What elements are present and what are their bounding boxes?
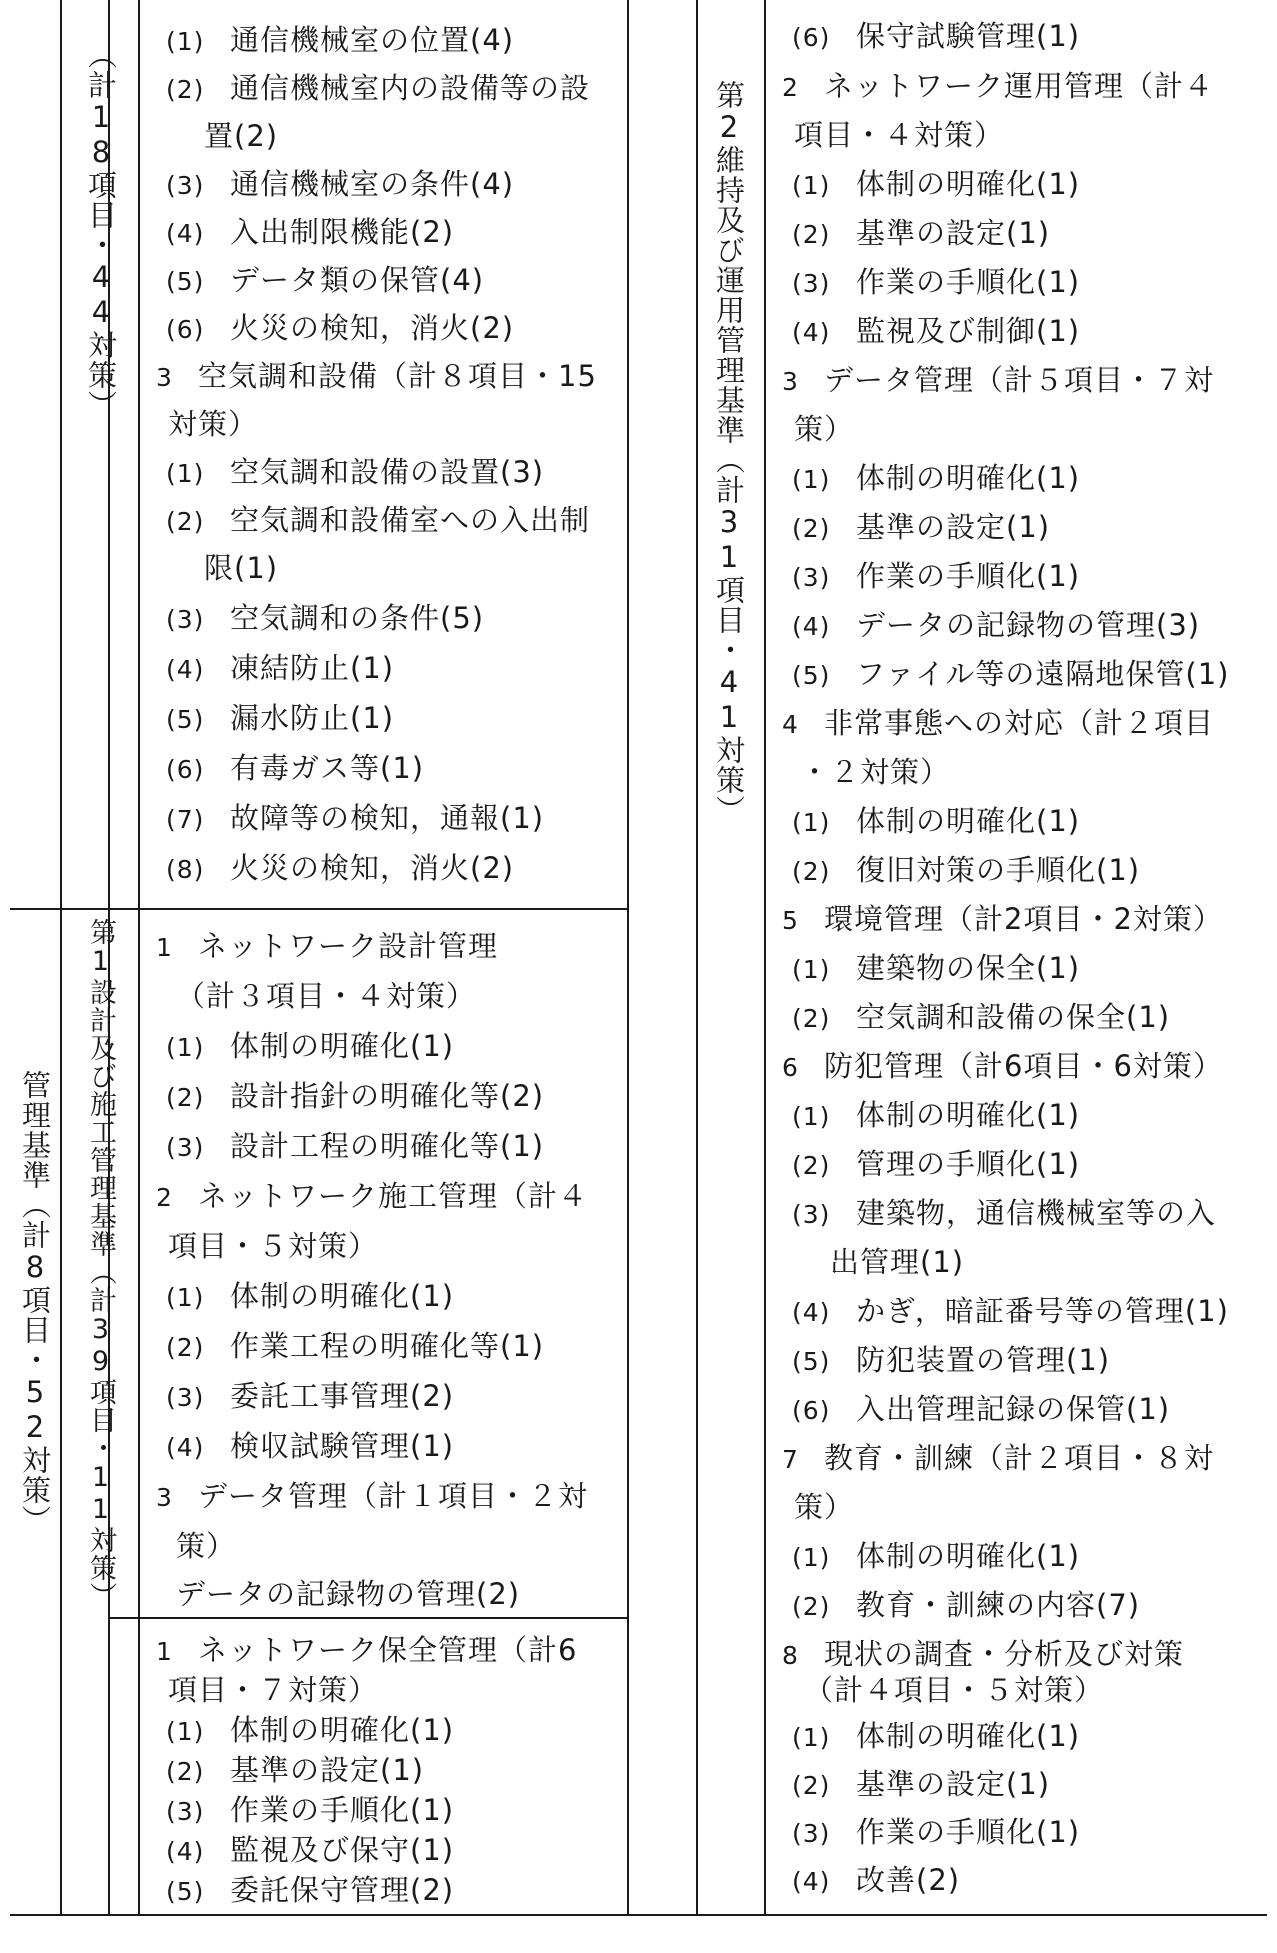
item-number: (3) xyxy=(166,1797,205,1826)
item-number: (3) xyxy=(166,171,205,200)
list-item xyxy=(794,117,1004,153)
management-standard-label: 管理基準（計8項目・52対策） xyxy=(18,1070,52,1535)
item-text: 保守試験管理(1) xyxy=(856,19,1081,53)
section-heading xyxy=(782,1048,1223,1086)
list-item xyxy=(792,1097,1080,1135)
item-number: (1) xyxy=(166,1717,205,1746)
list-item xyxy=(166,1832,454,1870)
item-text: 設計工程の明確化等(1) xyxy=(230,1129,545,1163)
row-divider-2 xyxy=(108,1617,629,1619)
left-outer-rule xyxy=(60,0,62,1916)
item-text: 建築物の保全(1) xyxy=(856,951,1081,985)
section-heading xyxy=(782,1636,1184,1674)
item-text: 空気調和設備室への入出制 xyxy=(230,503,591,537)
item-number: 2 xyxy=(782,73,799,102)
item-number: 5 xyxy=(782,906,799,935)
list-item xyxy=(792,18,1080,56)
list-item xyxy=(792,215,1050,253)
list-item xyxy=(166,502,590,540)
design-construction-standard-label: 第1設計及び施工管理基準（計39項目・11対策） xyxy=(85,918,116,1610)
list-item xyxy=(176,978,476,1014)
section-heading xyxy=(156,1478,588,1516)
right-table-left-rule xyxy=(696,0,698,1916)
item-number: (8) xyxy=(166,855,205,884)
item-text: 監視及び保守(1) xyxy=(230,1833,455,1867)
item-text: データの記録物の管理(2) xyxy=(176,1577,521,1611)
item-text: 置(2) xyxy=(204,119,279,153)
item-number: (1) xyxy=(166,1283,205,1312)
list-item xyxy=(792,1766,1050,1804)
section-heading xyxy=(782,362,1214,400)
item-text: 項目・７対策） xyxy=(168,1673,379,1707)
item-number: (3) xyxy=(166,1383,205,1412)
item-text: 空気調和の条件(5) xyxy=(230,601,485,635)
item-number: (2) xyxy=(166,507,205,536)
item-text: 現状の調査・分析及び対策 xyxy=(824,1637,1185,1671)
section-heading xyxy=(156,1178,588,1216)
item-number: (7) xyxy=(166,805,205,834)
item-number: 3 xyxy=(156,1483,173,1512)
item-number: 1 xyxy=(156,933,173,962)
item-text: 入出管理記録の保管(1) xyxy=(856,1392,1171,1426)
list-item xyxy=(166,600,484,638)
list-item xyxy=(792,1342,1110,1380)
item-number: (2) xyxy=(792,857,831,886)
item-text: データ管理（計５項目・７対 xyxy=(824,363,1215,397)
list-item xyxy=(166,1278,454,1316)
list-item xyxy=(792,1293,1229,1331)
row-divider-1 xyxy=(10,908,629,910)
section-heading xyxy=(156,1632,577,1670)
list-item xyxy=(792,1718,1080,1756)
list-item xyxy=(794,1489,854,1525)
item-text: データ管理（計１項目・２対 xyxy=(198,1479,589,1513)
item-number: (2) xyxy=(792,1151,831,1180)
list-item xyxy=(830,1244,964,1280)
list-item xyxy=(166,1428,454,1466)
list-item xyxy=(792,950,1080,988)
item-text: 出管理(1) xyxy=(830,1245,965,1279)
list-item xyxy=(794,411,854,447)
list-item xyxy=(792,999,1170,1037)
section-heading xyxy=(782,68,1214,106)
item-text: 基準の設定(1) xyxy=(856,510,1051,544)
item-number: (2) xyxy=(792,220,831,249)
item-text: 教育・訓練（計２項目・８対 xyxy=(824,1441,1215,1475)
list-item xyxy=(166,1328,544,1366)
item-number: (1) xyxy=(792,171,831,200)
item-number: (2) xyxy=(166,1083,205,1112)
item-text: 作業の手順化(1) xyxy=(230,1793,455,1827)
item-number: (3) xyxy=(792,1200,831,1229)
list-item xyxy=(166,800,544,838)
item-text: 体制の明確化(1) xyxy=(230,1029,455,1063)
item-number: (6) xyxy=(792,1396,831,1425)
right-label-rule xyxy=(764,0,766,1916)
item-text: 策） xyxy=(794,412,855,446)
list-item xyxy=(166,214,454,252)
section-heading xyxy=(156,928,498,966)
item-number: (4) xyxy=(166,655,205,684)
item-number: (5) xyxy=(792,1347,831,1376)
list-item xyxy=(166,1078,544,1116)
list-item xyxy=(168,1672,378,1708)
item-text: かぎ，暗証番号等の管理(1) xyxy=(856,1294,1229,1328)
item-text: 体制の明確化(1) xyxy=(856,1098,1081,1132)
item-text: ネットワーク運用管理（計４ xyxy=(824,69,1215,103)
item-number: (4) xyxy=(792,612,831,641)
list-item xyxy=(792,460,1080,498)
list-item xyxy=(176,1576,520,1612)
list-item xyxy=(792,509,1050,547)
item-text: 作業の手順化(1) xyxy=(856,559,1081,593)
item-text: 策） xyxy=(794,1490,855,1524)
item-number: (4) xyxy=(792,318,831,347)
item-number: (1) xyxy=(792,955,831,984)
list-item xyxy=(166,70,590,108)
item-text: 作業工程の明確化等(1) xyxy=(230,1329,545,1363)
item-text: 入出制限機能(2) xyxy=(230,215,455,249)
list-item xyxy=(792,1146,1080,1184)
list-item xyxy=(166,1028,454,1066)
item-number: (1) xyxy=(792,808,831,837)
list-item xyxy=(792,166,1080,204)
item-number: (3) xyxy=(792,269,831,298)
item-text: （計４項目・５対策） xyxy=(804,1673,1105,1707)
item-text: 空気調和設備の保全(1) xyxy=(856,1000,1171,1034)
item-text: 建築物，通信機械室等の入 xyxy=(856,1196,1217,1230)
list-item xyxy=(166,750,424,788)
list-item xyxy=(792,264,1080,302)
list-item xyxy=(168,406,258,442)
item-number: (4) xyxy=(166,219,205,248)
item-text: 体制の明確化(1) xyxy=(856,461,1081,495)
item-text: 非常事態への対応（計２項目 xyxy=(824,706,1215,740)
item-text: 設計指針の明確化等(2) xyxy=(230,1079,545,1113)
item-text: 通信機械室の位置(4) xyxy=(230,23,515,57)
list-item xyxy=(166,650,394,688)
list-item xyxy=(792,803,1080,841)
item-text: 空気調和設備（計８項目・15 xyxy=(198,359,597,393)
list-item xyxy=(176,1528,236,1564)
item-text: 基準の設定(1) xyxy=(856,1767,1051,1801)
item-text: 委託工事管理(2) xyxy=(230,1379,455,1413)
item-number: (1) xyxy=(792,1723,831,1752)
item-text: 監視及び制御(1) xyxy=(856,314,1081,348)
list-item xyxy=(792,607,1200,645)
item-text: 項目・５対策） xyxy=(168,1229,379,1263)
item-text: 凍結防止(1) xyxy=(230,651,395,685)
item-number: (3) xyxy=(166,1133,205,1162)
item-number: (2) xyxy=(166,75,205,104)
item-text: 体制の明確化(1) xyxy=(856,1719,1081,1753)
list-item xyxy=(792,1195,1216,1233)
list-item xyxy=(166,1712,454,1750)
item-number: (5) xyxy=(166,1877,205,1906)
list-item xyxy=(168,1228,378,1264)
list-item xyxy=(792,852,1140,890)
item-number: (1) xyxy=(166,459,205,488)
item-number: 3 xyxy=(156,363,173,392)
item-text: 教育・訓練の内容(7) xyxy=(856,1588,1141,1622)
item-text: 策） xyxy=(176,1529,237,1563)
list-item xyxy=(166,454,544,492)
item-text: 限(1) xyxy=(204,551,279,585)
item-text: 漏水防止(1) xyxy=(230,701,395,735)
item-text: ネットワーク施工管理（計４ xyxy=(198,1179,589,1213)
item-number: (3) xyxy=(792,563,831,592)
item-number: (2) xyxy=(792,1771,831,1800)
item-text: 基準の設定(1) xyxy=(856,216,1051,250)
item-text: ファイル等の遠隔地保管(1) xyxy=(856,657,1230,691)
item-text: 環境管理（計2項目・2対策） xyxy=(824,902,1223,936)
item-text: 防犯装置の管理(1) xyxy=(856,1343,1111,1377)
list-item xyxy=(166,1752,424,1790)
item-text: 復旧対策の手順化(1) xyxy=(856,853,1141,887)
list-item xyxy=(166,850,514,888)
item-text: 委託保守管理(2) xyxy=(230,1873,455,1907)
item-number: 4 xyxy=(782,710,799,739)
item-number: (1) xyxy=(166,27,205,56)
item-text: ネットワーク保全管理（計6 xyxy=(198,1633,578,1667)
list-item xyxy=(204,550,278,586)
item-text: 体制の明確化(1) xyxy=(856,167,1081,201)
item-number: (2) xyxy=(166,1333,205,1362)
list-item xyxy=(792,1814,1080,1852)
item-text: データの記録物の管理(3) xyxy=(856,608,1201,642)
item-number: 1 xyxy=(156,1637,173,1666)
item-text: 通信機械室の条件(4) xyxy=(230,167,515,201)
item-number: (2) xyxy=(792,514,831,543)
maintenance-operation-standard-label: 第2維持及び運用管理基準（計31項目・41対策） xyxy=(712,80,746,825)
item-text: 体制の明確化(1) xyxy=(856,1539,1081,1573)
item-text: 管理の手順化(1) xyxy=(856,1147,1081,1181)
item-number: (1) xyxy=(166,1033,205,1062)
item-number: 6 xyxy=(782,1053,799,1082)
item-number: 2 xyxy=(156,1183,173,1212)
item-number: (1) xyxy=(792,1543,831,1572)
section-heading xyxy=(782,705,1214,743)
list-item xyxy=(792,1862,960,1900)
item-number: (2) xyxy=(166,1757,205,1786)
item-number: (3) xyxy=(792,1819,831,1848)
item-text: ネットワーク設計管理 xyxy=(198,929,499,963)
list-item xyxy=(166,22,514,60)
item-number: (6) xyxy=(166,755,205,784)
item-text: 故障等の検知，通報(1) xyxy=(230,801,545,835)
item-number: (1) xyxy=(792,1102,831,1131)
item-text: 有毒ガス等(1) xyxy=(230,751,425,785)
item-number: 8 xyxy=(782,1641,799,1670)
item-text: 作業の手順化(1) xyxy=(856,1815,1081,1849)
item-number: (5) xyxy=(166,705,205,734)
list-item xyxy=(804,1672,1104,1708)
list-item xyxy=(800,754,950,790)
list-item xyxy=(792,1391,1170,1429)
section-heading xyxy=(782,901,1223,939)
item-text: 火災の検知，消火(2) xyxy=(230,311,515,345)
list-item xyxy=(166,310,514,348)
list-item xyxy=(166,1792,454,1830)
item-text: （計３項目・４対策） xyxy=(176,979,477,1013)
item-number: (5) xyxy=(166,267,205,296)
section-heading xyxy=(782,1440,1214,1478)
item-number: (2) xyxy=(792,1592,831,1621)
list-item xyxy=(204,118,278,154)
item-text: 体制の明確化(1) xyxy=(856,804,1081,838)
list-item xyxy=(166,1872,454,1910)
item-number: (6) xyxy=(166,315,205,344)
item-number: (4) xyxy=(166,1837,205,1866)
item-number: (4) xyxy=(166,1433,205,1462)
item-number: 3 xyxy=(782,367,799,396)
item-number: (5) xyxy=(792,661,831,690)
item-text: 基準の設定(1) xyxy=(230,1753,425,1787)
item-number: (2) xyxy=(792,1004,831,1033)
item-text: 項目・４対策） xyxy=(794,118,1005,152)
list-item xyxy=(792,558,1080,596)
item-text: 作業の手順化(1) xyxy=(856,265,1081,299)
list-item xyxy=(166,166,514,204)
item-number: (6) xyxy=(792,23,831,52)
item-text: 対策） xyxy=(168,407,259,441)
item-text: 防犯管理（計6項目・6対策） xyxy=(824,1049,1223,1083)
item-text: ・２対策） xyxy=(800,755,951,789)
item-text: データ類の保管(4) xyxy=(230,263,485,297)
item-text: 体制の明確化(1) xyxy=(230,1713,455,1747)
item-text: 検収試験管理(1) xyxy=(230,1429,455,1463)
item-text: 通信機械室内の設備等の設 xyxy=(230,71,591,105)
item-text: 火災の検知，消火(2) xyxy=(230,851,515,885)
item-text: 空気調和設備の設置(3) xyxy=(230,455,545,489)
section-heading xyxy=(156,358,597,396)
list-item xyxy=(166,700,394,738)
list-item xyxy=(166,1128,544,1166)
left-table-right-rule xyxy=(627,0,629,1916)
bottom-rule xyxy=(10,1914,1267,1916)
list-item xyxy=(166,262,484,300)
list-item xyxy=(166,1378,454,1416)
list-item xyxy=(792,313,1080,351)
list-item xyxy=(792,656,1230,694)
list-item xyxy=(792,1587,1140,1625)
left-col3-rule xyxy=(138,0,140,1916)
item-number: (3) xyxy=(166,605,205,634)
item-number: 7 xyxy=(782,1445,799,1474)
item-number: (1) xyxy=(792,465,831,494)
list-item xyxy=(792,1538,1080,1576)
item-number: (4) xyxy=(792,1867,831,1896)
upper-section-count-label: （計18項目・44対策） xyxy=(84,40,118,420)
item-number: (4) xyxy=(792,1298,831,1327)
item-text: 体制の明確化(1) xyxy=(230,1279,455,1313)
item-text: 改善(2) xyxy=(856,1863,961,1897)
